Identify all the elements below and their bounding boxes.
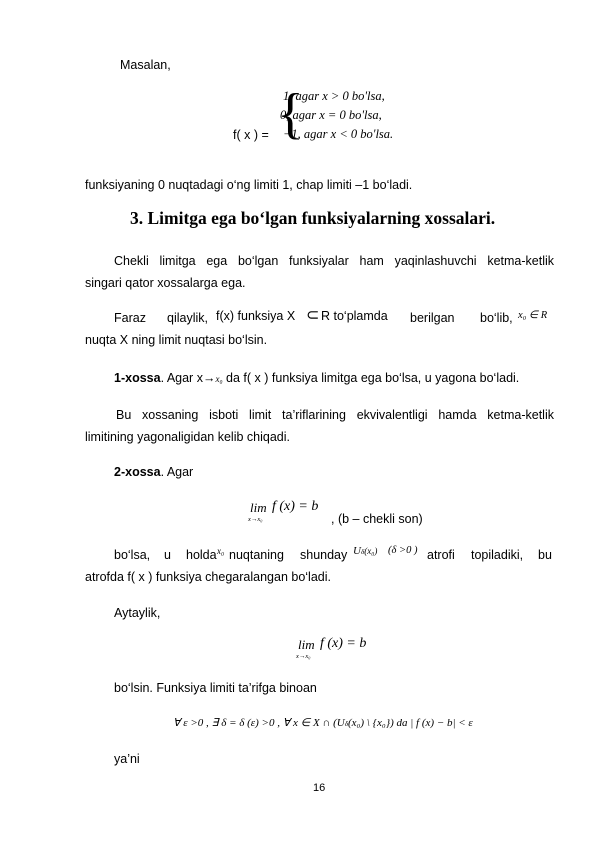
paragraph-3-line-1: Bu xossaning isboti limit ta’riflarining ekvivalentligi hamda ketma-ketlik: [116, 408, 554, 422]
lim-1-word: lim: [250, 500, 267, 515]
qilaylik-word: qilaylik,: [167, 311, 208, 325]
epsilon-delta-formula: [173, 716, 473, 729]
bolsa-word: bo‘lsa,: [114, 548, 151, 562]
nuqtaning-word: nuqtaning: [229, 548, 284, 562]
lim-2-expr: f (x) = b: [320, 636, 367, 651]
xossa-1-label: 1-xossa: [114, 371, 161, 385]
topiladiki-word: topiladiki,: [471, 548, 524, 562]
formula-part-2: (x₀) \ {x₀}) da | f (x) − b| < ε: [348, 717, 473, 729]
explanation-text: funksiyaning 0 nuqtadagi o‘ng limiti 1, chap limiti –1 bo‘ladi.: [85, 178, 413, 192]
paragraph-3-line-2: limitining yagonaligidan kelib chiqadi.: [85, 430, 290, 444]
paragraph-4-line-2: atrofda f( x ) funksiya chegaralangan bo‘ladi.: [85, 570, 331, 584]
U-delta-neighbourhood: [353, 545, 377, 557]
U-arg: (x₀): [364, 546, 378, 556]
xossa-2-text: . Agar: [160, 465, 194, 479]
piecewise-lhs: f( x ) =: [233, 128, 269, 142]
paragraph-2-line-2: nuqta X ning limit nuqtasi bo‘lsin.: [85, 333, 268, 347]
lim-1-sub: x→x₀: [248, 516, 263, 523]
delta-condition: (δ >0 ): [388, 545, 418, 556]
paragraph-1-line-1: Chekli limitga ega bo‘lgan funksiyalar ham yaqinlashuvchi ketma-ketlik: [114, 254, 554, 268]
x0-in-r: x₀ ∈ R: [518, 310, 548, 321]
lim-2-word: lim: [298, 637, 315, 652]
piecewise-case-1: 1, agar x > 0 bo'lsa,: [283, 89, 385, 103]
xossa-2-label: 2-xossa: [114, 465, 161, 479]
lim-2-sub: x→x₀: [296, 653, 311, 660]
arrow-symbol: →: [202, 371, 216, 385]
bolsin-text: bo‘lsin. Funksiya limiti ta’rifga binoan: [114, 681, 317, 695]
xossa-2: [114, 465, 193, 479]
lim-1-expr: f (x) = b: [272, 499, 319, 514]
shunday-word: shunday: [300, 548, 348, 562]
subset-symbol: ⊂: [306, 307, 320, 324]
faraz-word: Faraz: [114, 311, 146, 325]
intro-text: Masalan,: [120, 58, 171, 72]
yani-text: ya’ni: [114, 752, 140, 766]
piecewise-case-3: −1, agar x < 0 bo'lsa.: [283, 127, 394, 141]
x0-symbol: x₀: [215, 374, 223, 384]
U-sub: δ: [360, 548, 365, 556]
xossa-1-text-b: da f( x ) funksiya limitga ega bo‘lsa, u yagona bo‘ladi.: [222, 371, 520, 385]
bu-word: bu: [538, 548, 552, 562]
bolib-word: bo‘lib,: [480, 311, 513, 325]
piecewise-brace: {: [277, 83, 304, 145]
U-letter: U: [353, 545, 361, 557]
xossa-1-text-a: . Agar x: [160, 371, 203, 385]
holda-word: holda: [186, 548, 217, 562]
page-number: 16: [313, 782, 326, 794]
atrofi-word: atrofi: [427, 548, 455, 562]
section-heading: 3. Limitga ega bo‘lgan funksiyalarning xossalari.: [130, 208, 496, 228]
formula-part-1: ∀ ε >0 , ∃ δ = δ (ε) >0 , ∀ x ∈ X ∩ (U: [173, 717, 345, 729]
fx-text: f(x) funksiya X: [216, 309, 296, 323]
p4-x0-symbol: x₀: [217, 546, 225, 556]
xossa-1: [114, 371, 519, 386]
paragraph-1-line-2: singari qator xossalarga ega.: [85, 276, 246, 290]
formula-sub: δ: [344, 720, 348, 728]
lim-1-after: , (b – chekli son): [331, 512, 423, 526]
u-word: u: [164, 548, 171, 562]
r-plamda-text: R to‘plamda: [321, 309, 388, 323]
piecewise-case-2: 0, agar x = 0 bo'lsa,: [280, 108, 382, 122]
aytaylik-text: Aytaylik,: [114, 606, 161, 620]
berilgan-word: berilgan: [410, 311, 455, 325]
